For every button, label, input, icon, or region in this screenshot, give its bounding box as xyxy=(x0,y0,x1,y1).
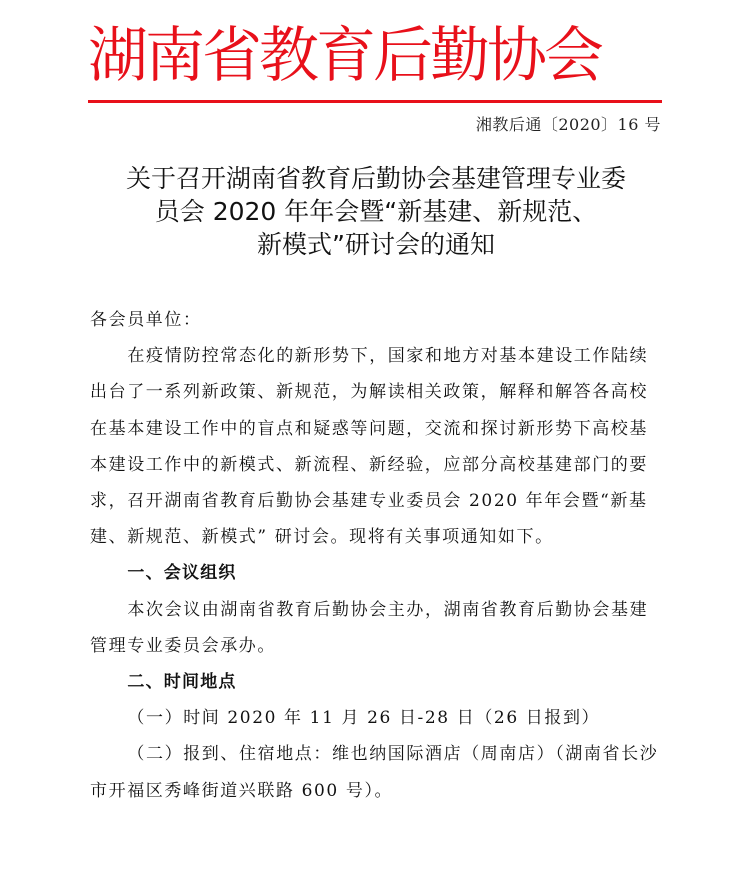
time-item: （一）时间 2020 年 11 月 26 日-28 日（26 日报到） xyxy=(127,708,601,729)
salutation: 各会员单位： xyxy=(90,310,202,330)
document-number: 湘教后通〔2020〕16 号 xyxy=(475,115,661,134)
check-in-location-item: （二）报到、住宿地点：维也纳国际酒店（周南店）（湖南省长沙市开福区秀峰街道兴联路 600 号）。 xyxy=(90,744,659,801)
notice-title xyxy=(78,162,674,261)
organization-paragraph: 本次会议由湖南省教育后勤协会主办，湖南省教育后勤协会基建管理专业委员会承办。 xyxy=(90,599,649,656)
letterhead-org-name: 湖南省教育后勤协会 xyxy=(88,21,601,91)
notice-title-line-1: 关于召开湖南省教育后勤协会基建管理专业委 xyxy=(125,164,626,193)
letterhead-red-rule xyxy=(88,100,662,103)
section-heading-organization: 一、会议组织 xyxy=(127,563,237,584)
notice-body xyxy=(90,302,662,809)
notice-title-line-3: 新模式”研讨会的通知 xyxy=(257,230,495,259)
notice-title-line-2: 员会 2020 年年会暨“新基建、新规范、 xyxy=(154,197,598,226)
intro-paragraph: 在疫情防控常态化的新形势下，国家和地方对基本建设工作陆续出台了一系列新政策、新规范，为解读相关政策，解释和解答各高校在基本建设工作中的盲点和疑惑等问题，交流和探讨新形势下高校基本建设工作中的新模式、新流程、新经验，应部分高校基建部门的要求，召开湖南省教育后勤协会基建专业委员会 2020 年年会暨“新基建、新规范、新模式” 研讨会。现将有关事项通知如下。 xyxy=(90,346,649,548)
section-heading-time-location: 二、时间地点 xyxy=(127,672,237,693)
